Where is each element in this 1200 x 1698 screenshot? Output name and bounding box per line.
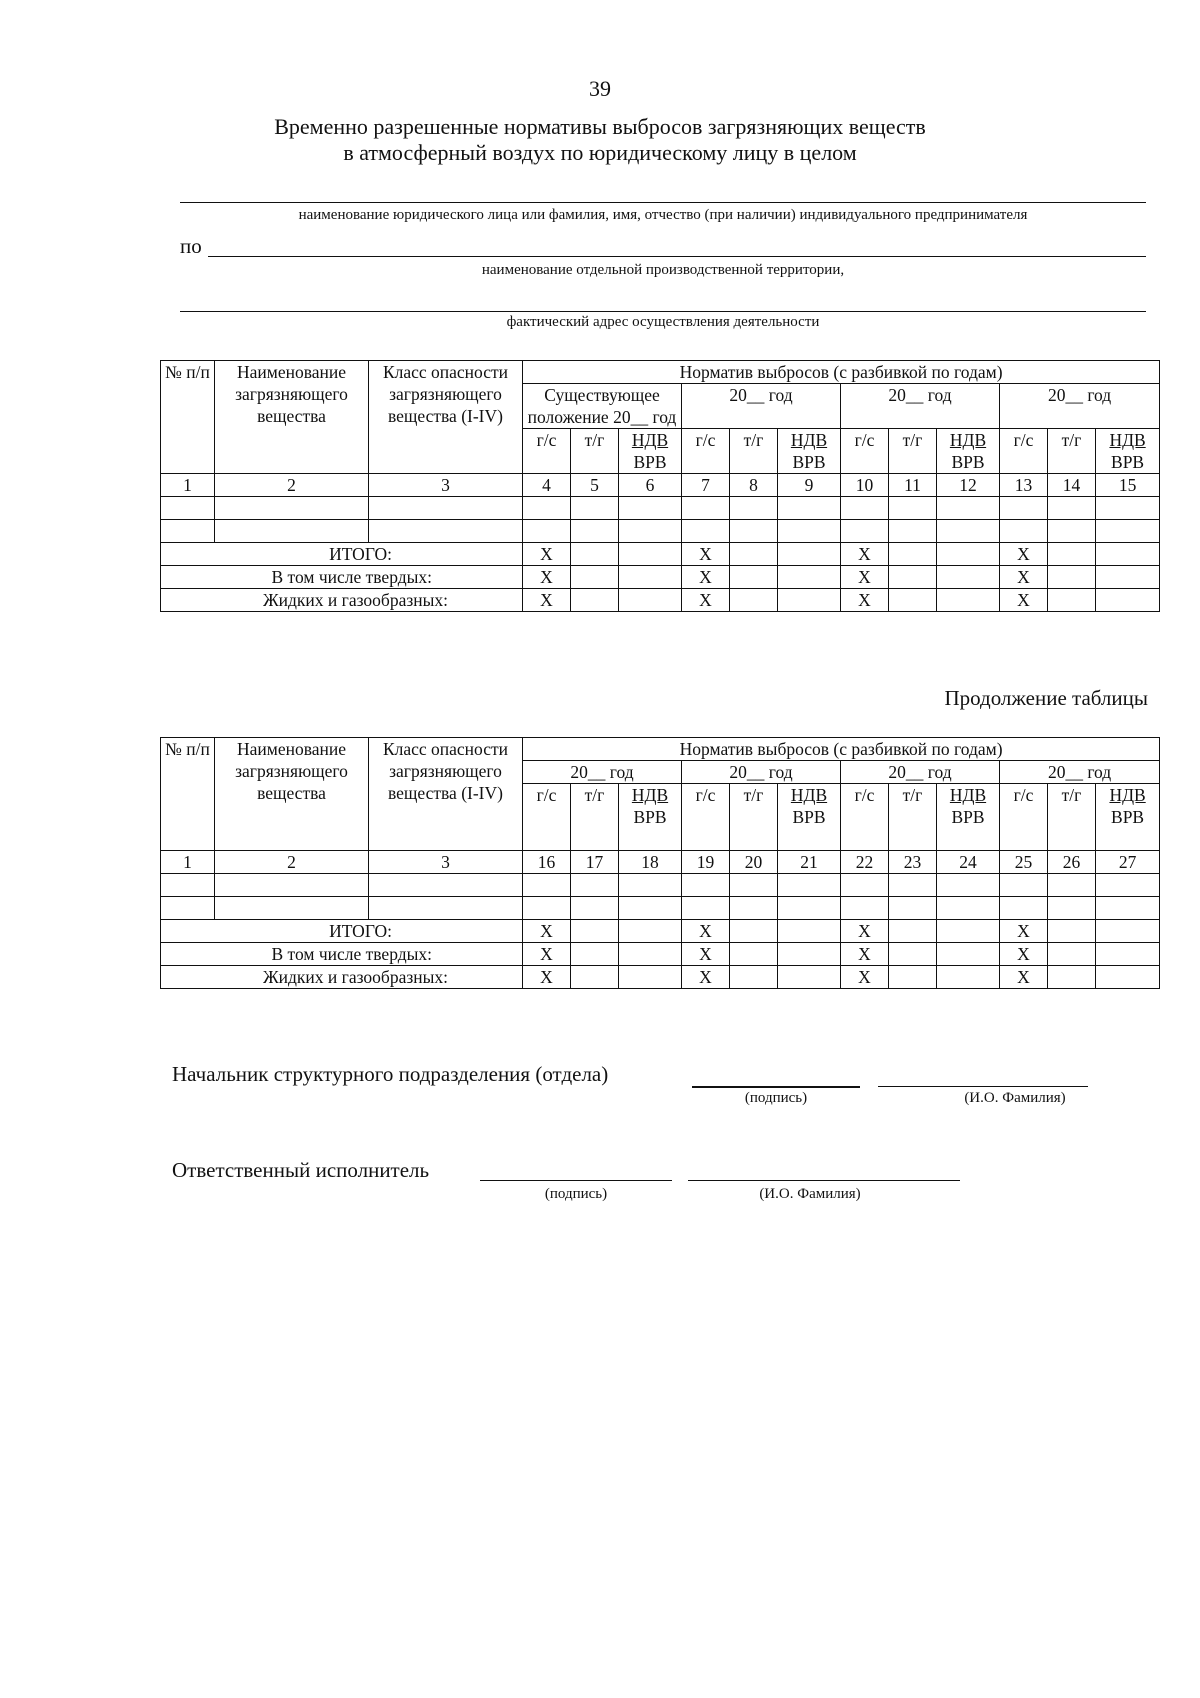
liquid-gas-row	[161, 589, 1160, 612]
unit-gs: г/с	[523, 784, 571, 851]
territory-name-line	[208, 256, 1146, 257]
x-mark: Х	[1000, 589, 1048, 612]
unit-tg: т/г	[571, 784, 619, 851]
responsible-name-caption: (И.О. Фамилия)	[759, 1186, 861, 1202]
x-mark: Х	[1000, 966, 1048, 989]
responsible-name-line	[688, 1180, 960, 1181]
x-mark: Х	[841, 920, 889, 943]
unit-tg: т/г	[730, 784, 778, 851]
unit-ndv-vrv	[1096, 784, 1160, 851]
po-label: по	[180, 234, 202, 258]
x-mark: Х	[841, 543, 889, 566]
head-of-department-label: Начальник структурного подразделения (отдела)	[172, 1062, 609, 1086]
unit-ndv: НДВ	[790, 430, 828, 450]
liquid-gas-row	[161, 966, 1160, 989]
col-number: 3	[369, 851, 523, 874]
unit-ndv-vrv	[778, 784, 841, 851]
total-label: ИТОГО:	[161, 543, 523, 566]
header-period-year: 20__ год	[682, 761, 841, 784]
col-number: 23	[889, 851, 937, 874]
x-mark: Х	[682, 966, 730, 989]
unit-ndv: НДВ	[949, 785, 987, 805]
col-number: 10	[841, 474, 889, 497]
document-title	[0, 114, 1200, 166]
col-number: 15	[1096, 474, 1160, 497]
unit-ndv: НДВ	[790, 785, 828, 805]
unit-ndv: НДВ	[631, 430, 669, 450]
header-num: № п/п	[161, 361, 215, 474]
col-number: 6	[619, 474, 682, 497]
header-emission-norm: Норматив выбросов (с разбивкой по годам)	[523, 361, 1160, 384]
table-row-empty	[161, 897, 1160, 920]
header-period-year: 20__ год	[1000, 384, 1160, 429]
header-period-year: 20__ год	[682, 384, 841, 429]
x-mark: Х	[682, 943, 730, 966]
unit-tg: т/г	[889, 429, 937, 474]
col-number: 14	[1048, 474, 1096, 497]
unit-ndv-vrv	[619, 429, 682, 474]
col-number: 27	[1096, 851, 1160, 874]
responsible-signature-line	[480, 1180, 672, 1181]
head-name-caption: (И.О. Фамилия)	[964, 1090, 1066, 1106]
col-number: 24	[937, 851, 1000, 874]
col-number: 21	[778, 851, 841, 874]
col-number: 2	[215, 474, 369, 497]
unit-vrv: ВРВ	[633, 807, 667, 827]
unit-tg: т/г	[1048, 429, 1096, 474]
unit-gs: г/с	[523, 429, 571, 474]
x-mark: Х	[841, 589, 889, 612]
total-row	[161, 543, 1160, 566]
x-mark: Х	[841, 566, 889, 589]
col-number: 8	[730, 474, 778, 497]
page-number: 39	[589, 76, 611, 101]
head-name-line	[878, 1086, 1088, 1087]
col-number: 3	[369, 474, 523, 497]
header-substance-name: Наименование загрязняющего вещества	[215, 738, 369, 851]
header-hazard-class: Класс опасности загрязняющего вещества (I-IV)	[369, 361, 523, 474]
unit-gs: г/с	[1000, 429, 1048, 474]
col-number: 4	[523, 474, 571, 497]
col-number: 9	[778, 474, 841, 497]
x-mark: Х	[682, 920, 730, 943]
unit-ndv-vrv	[778, 429, 841, 474]
unit-gs: г/с	[841, 429, 889, 474]
x-mark: Х	[523, 920, 571, 943]
title-line-2: в атмосферный воздух по юридическому лицу в целом	[343, 140, 857, 165]
responsible-signature-caption: (подпись)	[544, 1186, 608, 1202]
col-number: 22	[841, 851, 889, 874]
unit-tg: т/г	[889, 784, 937, 851]
title-line-1: Временно разрешенные нормативы выбросов загрязняющих веществ	[274, 114, 926, 139]
unit-ndv: НДВ	[631, 785, 669, 805]
total-label: ИТОГО:	[161, 920, 523, 943]
unit-tg: т/г	[730, 429, 778, 474]
x-mark: Х	[682, 543, 730, 566]
col-number: 13	[1000, 474, 1048, 497]
solid-row	[161, 943, 1160, 966]
unit-tg: т/г	[1048, 784, 1096, 851]
continuation-label: Продолжение таблицы	[944, 686, 1148, 710]
header-num: № п/п	[161, 738, 215, 851]
solid-label: В том числе твердых:	[161, 566, 523, 589]
header-hazard-class: Класс опасности загрязняющего вещества (I-IV)	[369, 738, 523, 851]
col-number: 7	[682, 474, 730, 497]
unit-gs: г/с	[1000, 784, 1048, 851]
liquid-gas-label: Жидких и газообразных:	[161, 966, 523, 989]
header-emission-norm: Норматив выбросов (с разбивкой по годам)	[523, 738, 1160, 761]
header-period-existing: Существующее положение 20__ год	[523, 384, 682, 429]
entity-name-caption: наименование юридического лица или фамилия, имя, отчество (при наличии) индивидуального предпринимателя	[298, 207, 1028, 223]
x-mark: Х	[682, 589, 730, 612]
col-number: 1	[161, 474, 215, 497]
unit-ndv-vrv	[937, 429, 1000, 474]
solid-label: В том числе твердых:	[161, 943, 523, 966]
col-number: 12	[937, 474, 1000, 497]
col-number: 19	[682, 851, 730, 874]
col-number: 16	[523, 851, 571, 874]
unit-gs: г/с	[682, 429, 730, 474]
x-mark: Х	[523, 589, 571, 612]
table-row-empty	[161, 497, 1160, 520]
column-numbers-row	[161, 851, 1160, 874]
x-mark: Х	[682, 566, 730, 589]
x-mark: Х	[523, 566, 571, 589]
entity-name-line	[180, 202, 1146, 203]
x-mark: Х	[1000, 943, 1048, 966]
header-period-year: 20__ год	[841, 761, 1000, 784]
column-numbers-row	[161, 474, 1160, 497]
unit-vrv: ВРВ	[792, 807, 826, 827]
col-number: 17	[571, 851, 619, 874]
unit-ndv: НДВ	[1109, 785, 1146, 805]
x-mark: Х	[1000, 543, 1048, 566]
total-row	[161, 920, 1160, 943]
col-number: 11	[889, 474, 937, 497]
x-mark: Х	[841, 943, 889, 966]
unit-vrv: ВРВ	[951, 452, 985, 472]
unit-vrv: ВРВ	[633, 452, 667, 472]
unit-ndv-vrv	[1096, 429, 1160, 474]
col-number: 25	[1000, 851, 1048, 874]
unit-tg: т/г	[571, 429, 619, 474]
head-signature-caption: (подпись)	[744, 1090, 808, 1106]
header-period-year: 20__ год	[1000, 761, 1160, 784]
head-signature-line	[692, 1086, 860, 1088]
address-line	[180, 311, 1146, 312]
unit-ndv: НДВ	[1109, 430, 1146, 450]
unit-vrv: ВРВ	[1111, 807, 1145, 827]
col-number: 2	[215, 851, 369, 874]
col-number: 5	[571, 474, 619, 497]
liquid-gas-label: Жидких и газообразных:	[161, 589, 523, 612]
emissions-table-continuation	[160, 737, 1160, 989]
x-mark: Х	[523, 543, 571, 566]
col-number: 1	[161, 851, 215, 874]
unit-ndv: НДВ	[949, 430, 987, 450]
x-mark: Х	[523, 966, 571, 989]
unit-gs: г/с	[841, 784, 889, 851]
territory-caption: наименование отдельной производственной территории,	[481, 262, 845, 278]
x-mark: Х	[1000, 920, 1048, 943]
header-substance-name: Наименование загрязняющего вещества	[215, 361, 369, 474]
solid-row	[161, 566, 1160, 589]
header-period-year: 20__ год	[841, 384, 1000, 429]
unit-ndv-vrv	[937, 784, 1000, 851]
address-caption: фактический адрес осуществления деятельности	[506, 314, 820, 330]
x-mark: Х	[1000, 566, 1048, 589]
table-row-empty	[161, 520, 1160, 543]
col-number: 26	[1048, 851, 1096, 874]
x-mark: Х	[523, 943, 571, 966]
emissions-table-main	[160, 360, 1160, 612]
header-period-year: 20__ год	[523, 761, 682, 784]
unit-vrv: ВРВ	[1111, 452, 1145, 472]
col-number: 20	[730, 851, 778, 874]
responsible-executor-label: Ответственный исполнитель	[172, 1158, 430, 1182]
table-row-empty	[161, 874, 1160, 897]
col-number: 18	[619, 851, 682, 874]
unit-vrv: ВРВ	[792, 452, 826, 472]
unit-ndv-vrv	[619, 784, 682, 851]
unit-gs: г/с	[682, 784, 730, 851]
x-mark: Х	[841, 966, 889, 989]
unit-vrv: ВРВ	[951, 807, 985, 827]
